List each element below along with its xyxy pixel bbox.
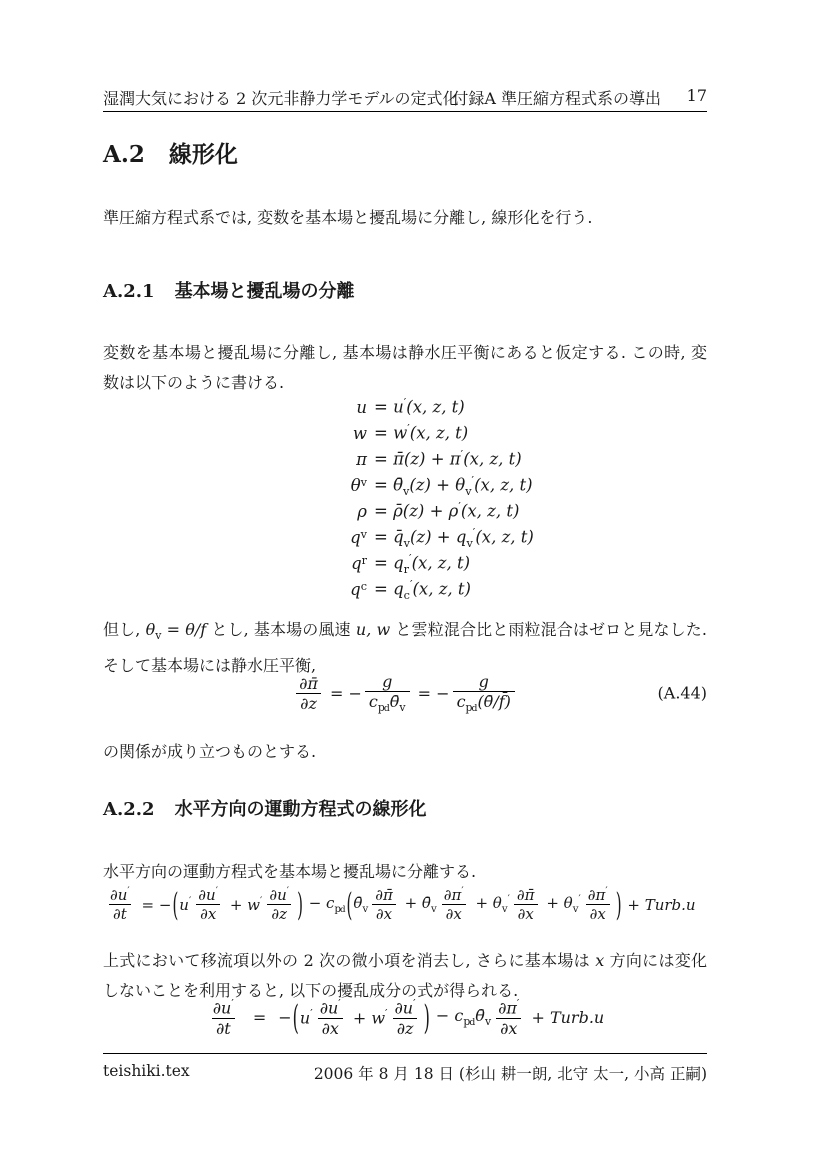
- math-segment: u: [356, 397, 367, 417]
- math-segment: ∂x: [517, 905, 534, 923]
- section-heading: [103, 136, 707, 169]
- definition-row: [341, 474, 826, 500]
- math-segment: q: [350, 527, 361, 547]
- math-segment: v: [360, 527, 367, 541]
- fraction-numerator: [391, 997, 420, 1018]
- fraction: [371, 886, 397, 923]
- math-segment: v: [484, 1015, 492, 1029]
- math-segment: = −: [412, 683, 450, 703]
- math-segment: v: [399, 701, 406, 715]
- math-segment: c: [403, 588, 410, 602]
- fraction-numerator: [106, 886, 134, 904]
- math-segment: ∂π̄: [299, 673, 318, 693]
- math-segment: v: [155, 629, 162, 643]
- math-segment: ∂x: [589, 905, 606, 923]
- math-segment: g: [382, 672, 393, 691]
- running-header: [103, 86, 707, 110]
- fraction: [513, 886, 539, 923]
- fraction-denominator: [442, 904, 466, 923]
- equation-lhs: [341, 528, 367, 547]
- math-segment: ∂π̄: [516, 886, 535, 904]
- fraction-numerator: [316, 997, 345, 1018]
- math-segment: ∂π: [443, 886, 462, 904]
- math-segment: = ρ̄(z) + ρ: [374, 501, 459, 521]
- closing-paragraph: の関係が成り立つものとする.: [103, 742, 317, 761]
- math-segment: (z) + q: [409, 527, 467, 547]
- math-run: [348, 1007, 388, 1027]
- big-paren: ): [423, 997, 430, 1038]
- page-number: 17: [686, 86, 707, 105]
- math-segment: ′: [409, 578, 413, 591]
- subsection-number: A.2.1: [103, 281, 155, 302]
- math-segment: + Turb.u: [526, 1007, 605, 1027]
- fraction-numerator: [265, 886, 293, 904]
- math-segment: p: [463, 1015, 471, 1029]
- equation-body: [103, 886, 696, 923]
- math-segment: ∂t: [215, 1018, 231, 1038]
- fraction-denominator: [514, 904, 538, 923]
- definition-row: [341, 526, 826, 552]
- equation-rhs: [374, 422, 468, 443]
- math-segment: ′: [403, 396, 407, 409]
- equation-a44: [103, 672, 707, 714]
- math-segment: (x, z, t): [411, 553, 471, 573]
- math-segment: + θ̄: [399, 894, 431, 912]
- math-segment: r: [361, 553, 367, 567]
- math-segment: v: [465, 484, 472, 498]
- math-segment: v: [360, 475, 367, 489]
- math-segment: ′: [188, 895, 192, 907]
- math-segment: = q: [374, 553, 404, 573]
- math-segment: ′: [413, 997, 416, 1010]
- fraction: [440, 886, 468, 923]
- header-right-title: 付録A 準圧縮方程式系の導出: [452, 89, 661, 108]
- math-segment: (θ̄/f̄): [477, 692, 511, 712]
- equation-body: [206, 997, 604, 1038]
- math-segment: =: [252, 1007, 267, 1027]
- math-segment: v: [403, 536, 410, 550]
- math-segment: c: [360, 579, 367, 593]
- math-segment: x: [595, 951, 605, 970]
- math-segment: ′: [260, 895, 263, 907]
- fraction-numerator: [194, 886, 222, 904]
- definition-row: [341, 396, 826, 422]
- math-segment: − c: [303, 894, 335, 912]
- momentum-equation-full: [103, 886, 707, 923]
- fraction-denominator: [267, 904, 291, 923]
- math-segment: ∂x: [500, 1018, 518, 1038]
- fraction-denominator: [496, 1018, 521, 1038]
- fraction-denominator: [365, 691, 410, 714]
- definition-row: [341, 422, 826, 448]
- fraction: [209, 997, 238, 1038]
- math-segment: ′: [472, 526, 476, 539]
- math-run: [526, 1008, 604, 1027]
- math-segment: u, w: [355, 620, 391, 639]
- definition-row: [341, 500, 826, 526]
- intro-paragraph: 準圧縮方程式系では, 変数を基本場と擾乱場に分離し, 線形化を行う.: [103, 208, 593, 227]
- math-run: [278, 1008, 291, 1027]
- math-segment: ∂u: [269, 886, 287, 904]
- math-segment: c: [456, 692, 466, 712]
- equation-lhs: [341, 580, 367, 599]
- equation-body: [292, 672, 518, 714]
- equation-rhs: [374, 526, 534, 550]
- math-segment: = θ̄: [374, 475, 404, 495]
- subsection-title: 水平方向の運動方程式の線形化: [174, 799, 427, 820]
- fraction-denominator: [212, 1018, 235, 1038]
- equation-lhs: [341, 554, 367, 573]
- math-segment: ′: [605, 886, 608, 897]
- math-segment: (x, z, t): [409, 423, 469, 443]
- variable-definitions: [103, 396, 826, 604]
- math-segment: ′: [338, 997, 341, 1010]
- math-segment: −: [278, 1007, 292, 1027]
- math-segment: ∂u: [110, 886, 128, 904]
- math-run: [325, 684, 362, 703]
- math-run: [300, 1007, 313, 1027]
- footer-date-authors: 2006 年 8 月 18 日 (杉山 耕一朗, 北守 太一, 小高 正嗣): [313, 1065, 707, 1083]
- fraction: [295, 674, 322, 713]
- math-segment: = w: [374, 423, 408, 443]
- math-segment: d: [383, 703, 390, 715]
- math-segment: ′: [578, 894, 581, 905]
- math-segment: とし, 基本場の風速: [206, 620, 356, 639]
- variables-paragraph: 変数を基本場と擾乱場に分離し, 基本場は静水圧平衡にあると仮定する. この時, 変数は以下のように書ける.: [103, 343, 707, 392]
- math-segment: v: [403, 484, 410, 498]
- math-segment: − c: [430, 1006, 464, 1026]
- math-segment: ∂t: [112, 905, 127, 923]
- math-segment: v: [572, 904, 579, 915]
- fraction-numerator: [440, 886, 468, 904]
- fraction-denominator: [586, 904, 610, 923]
- math-segment: ′: [507, 894, 510, 905]
- math-segment: (x, z, t): [406, 397, 465, 417]
- math-segment: ∂π̄: [375, 886, 393, 904]
- math-segment: ∂u: [394, 998, 414, 1018]
- fraction-numerator: [295, 674, 322, 693]
- math-segment: (x, z, t): [460, 501, 520, 521]
- fraction: [106, 886, 134, 923]
- math-segment: ′: [215, 886, 219, 897]
- fraction-denominator: [372, 904, 396, 923]
- math-segment: = −: [324, 683, 362, 703]
- fraction-numerator: [475, 672, 493, 691]
- math-segment: ∂z: [271, 905, 288, 923]
- fraction: [265, 886, 293, 923]
- math-segment: d: [469, 1017, 476, 1029]
- math-segment: ′: [458, 500, 461, 513]
- math-segment: ∂u: [212, 998, 232, 1018]
- math-segment: (z) + θ: [409, 475, 466, 495]
- math-run: [413, 684, 450, 703]
- subsection-title: 基本場と擾乱場の分離: [174, 281, 355, 302]
- equation-tag: (A.44): [657, 683, 707, 703]
- math-segment: + Turb.u: [622, 895, 696, 914]
- math-segment: = θ/f: [161, 620, 207, 639]
- math-segment: + w: [225, 895, 260, 914]
- math-segment: u: [179, 895, 189, 914]
- math-run: [253, 1008, 266, 1027]
- math-segment: = −: [136, 895, 172, 914]
- math-segment: θ: [145, 620, 156, 639]
- definition-row: [341, 448, 826, 474]
- math-segment: π: [356, 449, 367, 469]
- math-segment: θ̄: [475, 1006, 485, 1026]
- math-segment: ∂z: [300, 693, 317, 713]
- math-segment: g: [478, 672, 489, 691]
- math-segment: p: [334, 904, 341, 915]
- math-segment: + w: [347, 1008, 386, 1028]
- math-segment: ′: [385, 1007, 388, 1021]
- math-segment: ′: [516, 997, 520, 1010]
- math-segment: ρ: [357, 501, 367, 521]
- fraction: [391, 997, 420, 1038]
- equation-lhs: [341, 424, 367, 443]
- fraction-numerator: [584, 886, 612, 904]
- math-segment: (x, z, t): [463, 449, 522, 469]
- math-segment: v: [430, 904, 437, 915]
- big-paren: (: [292, 997, 299, 1038]
- math-segment: = q: [374, 579, 404, 599]
- math-run: [179, 896, 191, 914]
- math-segment: + θ: [541, 894, 573, 912]
- math-segment: 方向には変化しないことを利用すると, 以下の擾乱成分の式が得られる.: [103, 951, 707, 1000]
- math-segment: v: [362, 904, 369, 915]
- header-left-title: 湿潤大気における 2 次元非静力学モデルの定式化: [103, 89, 459, 108]
- momentum-equation-linear: [103, 997, 707, 1038]
- subsection-heading-a22: [103, 795, 707, 821]
- math-segment: (x, z, t): [474, 475, 533, 495]
- math-run: [542, 894, 581, 915]
- equation-rhs: [374, 578, 471, 602]
- math-segment: ∂x: [375, 905, 393, 923]
- math-segment: r: [403, 562, 410, 576]
- math-segment: 但し,: [103, 620, 146, 639]
- fraction-numerator: [378, 672, 396, 691]
- fraction-numerator: [494, 997, 523, 1018]
- definition-row: [341, 578, 826, 604]
- math-segment: ∂π: [498, 998, 517, 1018]
- definition-row: [341, 552, 826, 578]
- math-run: [400, 894, 437, 915]
- footer-filename: teishiki.tex: [103, 1062, 190, 1080]
- big-paren: (: [172, 885, 179, 924]
- fraction-denominator: [196, 904, 220, 923]
- math-segment: q: [350, 579, 361, 599]
- math-segment: (x, z, t): [412, 579, 471, 599]
- math-segment: = q̄: [374, 527, 404, 547]
- math-segment: ′: [407, 422, 410, 435]
- fraction-denominator: [296, 693, 321, 713]
- fraction: [584, 886, 612, 923]
- math-segment: p: [465, 701, 473, 715]
- fraction-numerator: [209, 997, 238, 1018]
- equation-rhs: [374, 474, 533, 498]
- fraction: [194, 886, 222, 923]
- math-segment: + θ: [470, 894, 502, 912]
- big-paren: ): [615, 885, 622, 924]
- math-run: [137, 896, 172, 914]
- math-segment: ′: [231, 997, 234, 1010]
- math-segment: ∂u: [198, 886, 216, 904]
- math-segment: ′: [461, 886, 464, 897]
- math-segment: θ: [350, 475, 361, 495]
- equation-rhs: [374, 552, 470, 576]
- page-footer: [103, 1053, 707, 1084]
- math-segment: 上式において移流項以外の 2 次の微小項を消去し, さらに基本場は: [103, 951, 596, 970]
- math-segment: ′: [409, 552, 412, 565]
- math-segment: ′: [471, 474, 475, 487]
- math-segment: = u: [374, 397, 404, 417]
- math-segment: d: [339, 904, 346, 915]
- equation-lhs: [341, 476, 367, 495]
- math-segment: v: [466, 536, 473, 550]
- fraction-numerator: [513, 886, 539, 904]
- math-segment: ∂x: [321, 1018, 339, 1038]
- equation-lhs: [341, 398, 367, 417]
- section-number: A.2: [103, 141, 145, 168]
- math-segment: p: [377, 701, 385, 715]
- subsection-heading-a21: [103, 277, 707, 303]
- math-segment: ∂x: [200, 905, 217, 923]
- math-segment: と雲粒混合比と雨粒混合はゼロと見なした. そして基本場には静水圧平衡,: [103, 620, 707, 676]
- math-run: [304, 894, 346, 915]
- fraction: [316, 997, 345, 1038]
- big-paren: ): [297, 885, 303, 924]
- math-segment: (x, z, t): [475, 527, 534, 547]
- math-segment: v: [501, 904, 508, 915]
- math-run: [353, 894, 368, 915]
- section-title: 線形化: [168, 141, 238, 168]
- math-segment: d: [471, 703, 478, 715]
- math-segment: ′: [460, 448, 464, 461]
- big-paren: (: [346, 885, 353, 924]
- math-segment: ′: [127, 886, 130, 897]
- fraction: [453, 672, 515, 714]
- a22-intro-paragraph: 水平方向の運動方程式を基本場と擾乱場に分離する.: [103, 862, 477, 881]
- math-run: [225, 896, 262, 914]
- equation-lhs: [341, 502, 367, 521]
- fraction-denominator: [453, 691, 515, 714]
- math-segment: ∂u: [319, 998, 339, 1018]
- math-segment: θ̄: [353, 894, 363, 912]
- equation-rhs: [374, 500, 519, 521]
- math-run: [471, 894, 510, 915]
- math-run: [431, 1006, 491, 1028]
- math-segment: ∂x: [445, 905, 462, 923]
- fraction: [494, 997, 523, 1038]
- subsection-number: A.2.2: [103, 799, 155, 820]
- math-segment: q: [351, 553, 362, 573]
- equation-lhs: [341, 450, 367, 469]
- equation-rhs: [374, 396, 465, 417]
- fraction-denominator: [393, 1018, 418, 1038]
- math-segment: ∂π: [587, 886, 606, 904]
- math-segment: u: [299, 1008, 311, 1028]
- fraction-denominator: [109, 904, 131, 923]
- fraction: [365, 672, 410, 714]
- fraction-numerator: [371, 886, 397, 904]
- math-segment: c: [368, 692, 378, 712]
- math-segment: ′: [286, 886, 290, 897]
- equation-rhs: [374, 448, 522, 469]
- header-rule: [103, 111, 707, 112]
- math-segment: ∂z: [396, 1018, 414, 1038]
- math-run: [623, 896, 696, 914]
- fraction-denominator: [318, 1018, 343, 1038]
- math-segment: ′: [310, 1007, 313, 1021]
- math-segment: θ̄: [389, 692, 400, 712]
- math-segment: w: [352, 423, 367, 443]
- math-segment: = π̄(z) + π: [374, 449, 461, 469]
